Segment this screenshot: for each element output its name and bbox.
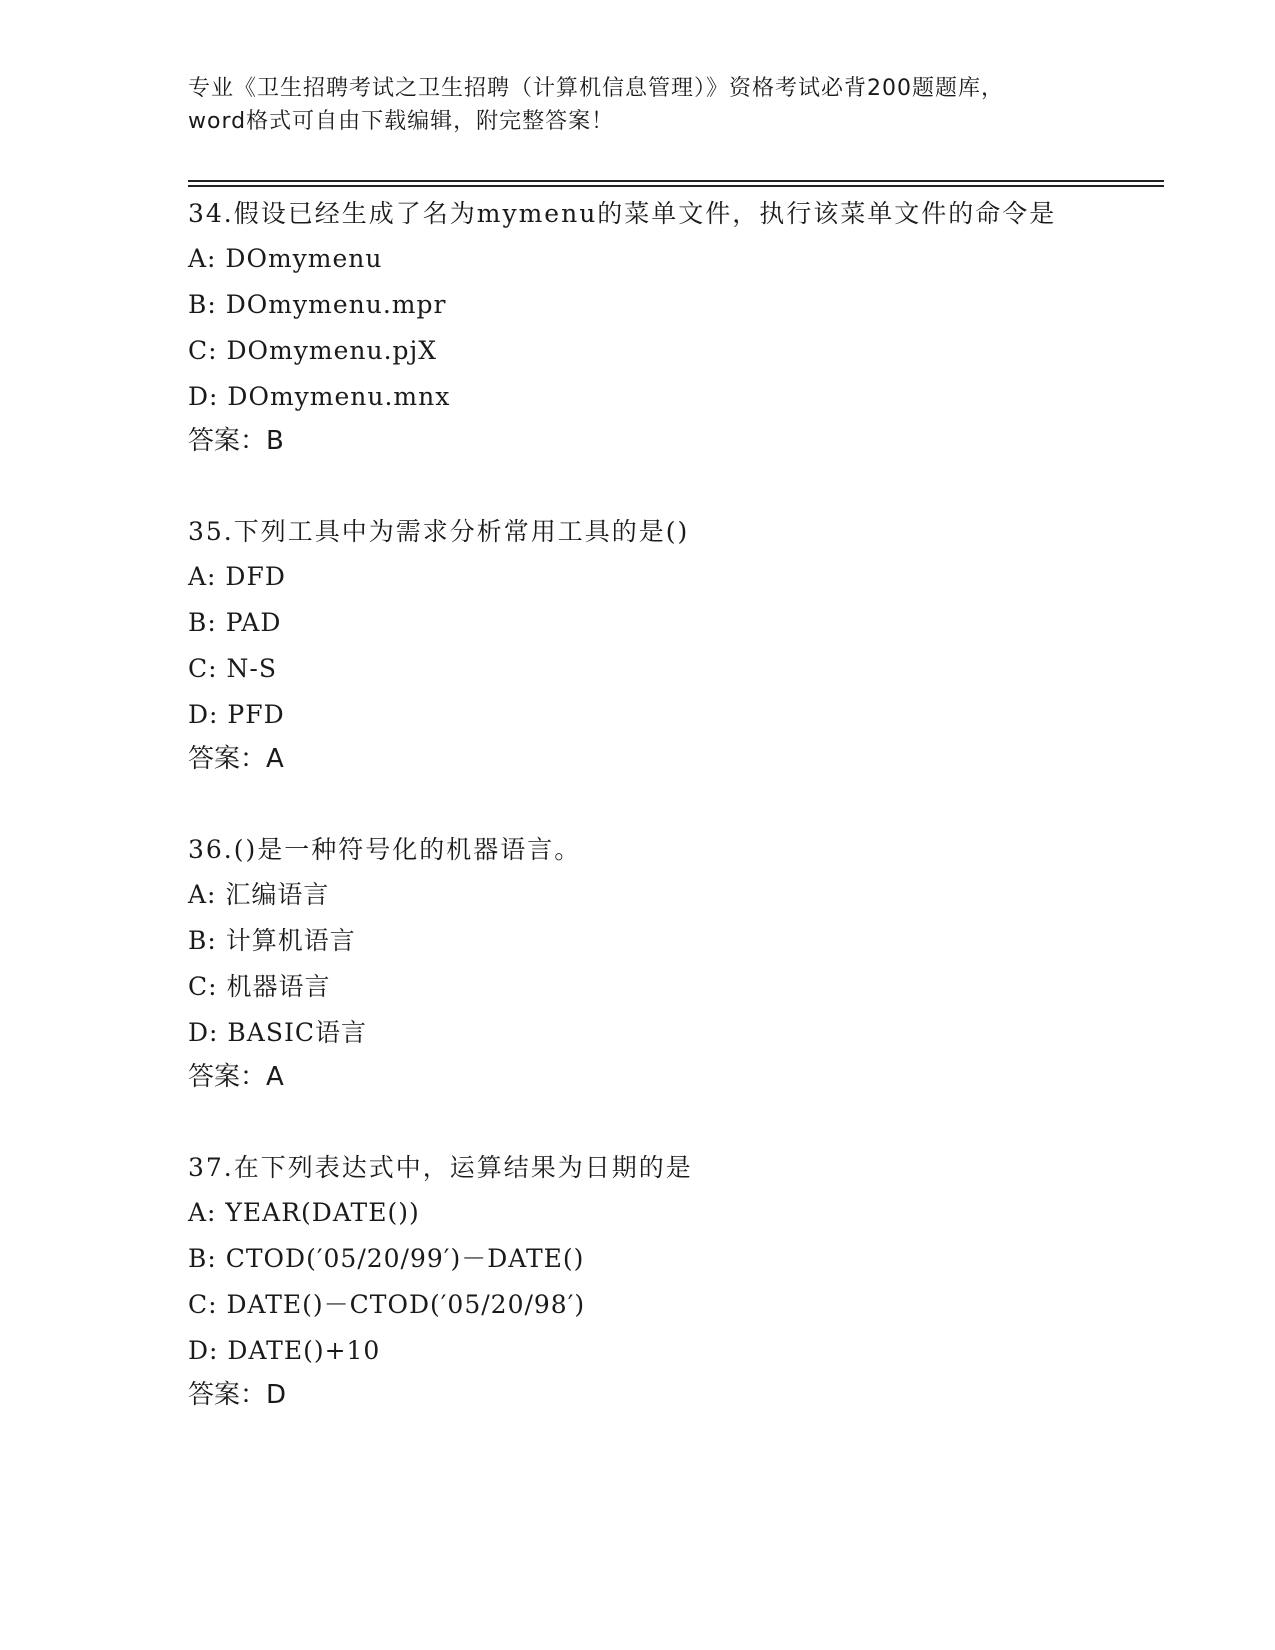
question-35 xyxy=(188,510,1088,780)
option-d: D: BASIC语言 xyxy=(188,1018,367,1047)
question-stem: 34.假设已经生成了名为mymenu的菜单文件，执行该菜单文件的命令是 xyxy=(188,199,1057,228)
document-header xyxy=(188,72,1088,138)
option-c: C: 机器语言 xyxy=(188,972,331,1001)
option-c: C: DATE()－CTOD(′05/20/98′) xyxy=(188,1290,586,1319)
option-b: B: 计算机语言 xyxy=(188,926,356,955)
answer: 答案：A xyxy=(188,744,284,774)
option-a: A: YEAR(DATE()) xyxy=(188,1198,420,1227)
question-list xyxy=(188,192,1088,1464)
question-34 xyxy=(188,192,1088,462)
option-c: C: N-S xyxy=(188,654,277,683)
option-d: D: DOmymenu.mnx xyxy=(188,382,451,411)
header-divider-top xyxy=(188,180,1164,182)
option-a: A: DFD xyxy=(188,562,286,591)
question-37 xyxy=(188,1146,1088,1416)
question-stem: 37.在下列表达式中，运算结果为日期的是 xyxy=(188,1153,693,1182)
option-b: B: CTOD(′05/20/99′)－DATE() xyxy=(188,1244,585,1273)
header-divider-bottom xyxy=(188,185,1164,187)
option-a: A: DOmymenu xyxy=(188,244,383,273)
answer: 答案：A xyxy=(188,1062,284,1092)
option-b: B: DOmymenu.mpr xyxy=(188,290,447,319)
option-d: D: DATE()+10 xyxy=(188,1336,381,1365)
option-b: B: PAD xyxy=(188,608,282,637)
option-d: D: PFD xyxy=(188,700,285,729)
option-a: A: 汇编语言 xyxy=(188,880,330,909)
question-36 xyxy=(188,828,1088,1098)
option-c: C: DOmymenu.pjX xyxy=(188,336,438,365)
question-stem: 36.()是一种符号化的机器语言。 xyxy=(188,835,582,864)
header-line-2: word格式可自由下载编辑，附完整答案！ xyxy=(188,109,615,134)
header-line-1: 专业《卫生招聘考试之卫生招聘（计算机信息管理）》资格考试必背200题题库， xyxy=(188,76,1004,101)
question-stem: 35.下列工具中为需求分析常用工具的是() xyxy=(188,517,690,546)
answer: 答案：D xyxy=(188,1380,287,1410)
answer: 答案：B xyxy=(188,426,284,456)
